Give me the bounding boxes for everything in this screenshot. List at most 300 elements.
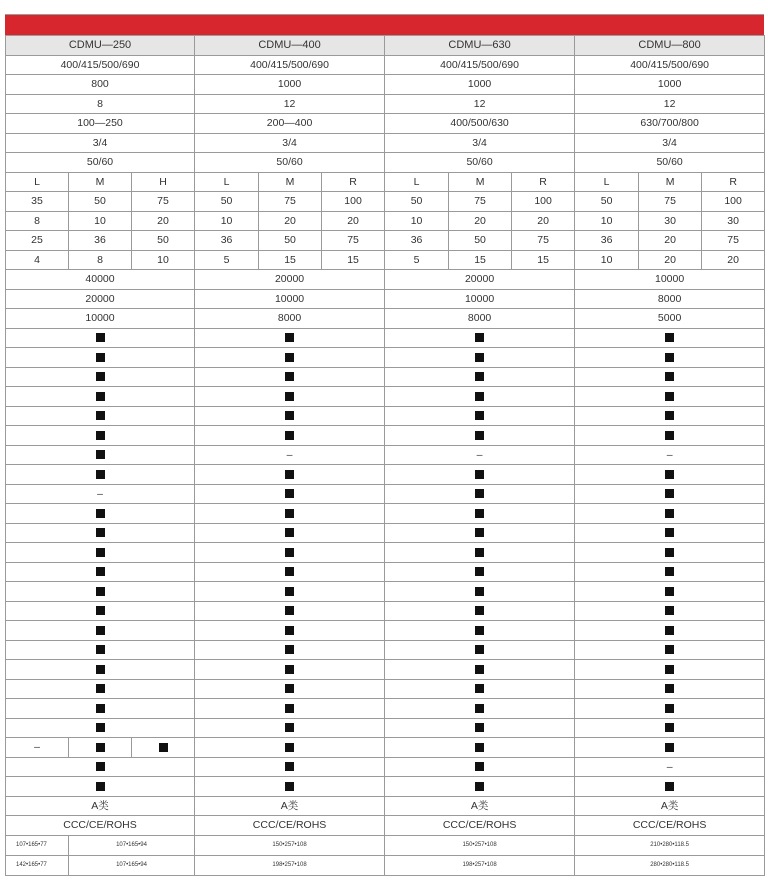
spec-value: 200—400 [195, 114, 385, 134]
feature-mark [6, 621, 195, 641]
filled-square-mark [475, 333, 484, 342]
split-feature-row [6, 738, 765, 758]
life-value: 20000 [385, 270, 575, 290]
feature-mark [195, 562, 385, 582]
feature-mark [575, 718, 765, 738]
filled-square-mark [285, 606, 294, 615]
sub-value-cell: 20 [132, 211, 195, 231]
filled-square-mark [665, 567, 674, 576]
sub-header-cell: R [322, 172, 385, 192]
filled-square-mark [96, 684, 105, 693]
spec-value: 400/415/500/690 [195, 55, 385, 75]
sub-value-cell: 50 [132, 231, 195, 251]
filled-square-mark [285, 645, 294, 654]
split-cell: – [6, 738, 69, 758]
feature-mark [575, 504, 765, 524]
spec-row [6, 114, 765, 134]
spec-value: 100—250 [6, 114, 195, 134]
feature-mark [6, 523, 195, 543]
filled-square-mark [96, 450, 105, 459]
feature-mark [575, 523, 765, 543]
sub-value-cell: 36 [575, 231, 639, 251]
spec-value: 1000 [385, 75, 575, 95]
model-name: CDMU—630 [385, 36, 575, 56]
life-value: 8000 [575, 289, 765, 309]
feature-mark [385, 640, 575, 660]
feature-mark [385, 387, 575, 407]
sub-value-cell: 75 [132, 192, 195, 212]
spec-row [6, 133, 765, 153]
feature-mark [6, 348, 195, 368]
sub-value-cell: 36 [69, 231, 132, 251]
feature-mark [575, 484, 765, 504]
filled-square-mark [96, 723, 105, 732]
feature-mark [6, 387, 195, 407]
sub-value-cell: 100 [512, 192, 575, 212]
certification-row [6, 816, 765, 836]
dimension-row [6, 855, 765, 875]
sub-header-cell: R [512, 172, 575, 192]
feature-mark [195, 504, 385, 524]
feature-row [6, 484, 765, 504]
feature-mark [6, 777, 195, 797]
life-value: 10000 [195, 289, 385, 309]
feature-mark [385, 582, 575, 602]
feature-mark [385, 504, 575, 524]
sub-value-row [6, 192, 765, 212]
certification-value: CCC/CE/ROHS [385, 816, 575, 836]
sub-header-cell: L [575, 172, 639, 192]
filled-square-mark [285, 743, 294, 752]
filled-square-mark [96, 411, 105, 420]
feature-mark [195, 777, 385, 797]
filled-square-mark [665, 392, 674, 401]
certification-value: CCC/CE/ROHS [6, 816, 195, 836]
sub-value-cell: 20 [639, 231, 702, 251]
filled-square-mark [475, 528, 484, 537]
sub-value-cell: 15 [512, 250, 575, 270]
feature-row [6, 348, 765, 368]
feature-mark [195, 484, 385, 504]
feature-mark [195, 718, 385, 738]
model-name: CDMU—800 [575, 36, 765, 56]
sub-value-cell: 8 [6, 211, 69, 231]
filled-square-mark [285, 665, 294, 674]
spec-table [5, 35, 765, 876]
filled-square-mark [475, 392, 484, 401]
feature-mark [385, 328, 575, 348]
feature-mark [6, 445, 195, 465]
filled-square-mark [285, 723, 294, 732]
filled-square-mark [665, 743, 674, 752]
feature-mark [195, 660, 385, 680]
top-rule [5, 0, 764, 15]
feature-mark [575, 543, 765, 563]
filled-square-mark [665, 782, 674, 791]
split-cell [69, 738, 132, 758]
feature-mark [6, 601, 195, 621]
spec-value: 3/4 [575, 133, 765, 153]
filled-square-mark [665, 548, 674, 557]
feature-mark [575, 367, 765, 387]
sub-value-cell: 36 [385, 231, 449, 251]
sub-value-cell: 20 [449, 211, 512, 231]
feature-mark [575, 601, 765, 621]
sub-value-row [6, 231, 765, 251]
filled-square-mark [96, 353, 105, 362]
filled-square-mark [665, 723, 674, 732]
filled-square-mark [665, 665, 674, 674]
feature-row [6, 328, 765, 348]
filled-square-mark [475, 743, 484, 752]
filled-square-mark [665, 411, 674, 420]
filled-square-mark [475, 704, 484, 713]
life-value: 5000 [575, 309, 765, 329]
feature-row [6, 406, 765, 426]
life-value: 40000 [6, 270, 195, 290]
spec-value: 400/415/500/690 [575, 55, 765, 75]
filled-square-mark [285, 470, 294, 479]
feature-mark: – [385, 445, 575, 465]
filled-square-mark [96, 548, 105, 557]
filled-square-mark [475, 684, 484, 693]
sub-value-cell: 20 [702, 250, 765, 270]
filled-square-mark [665, 587, 674, 596]
sub-value-cell: 5 [385, 250, 449, 270]
filled-square-mark [96, 431, 105, 440]
feature-mark: – [195, 445, 385, 465]
filled-square-mark [96, 587, 105, 596]
feature-mark [575, 699, 765, 719]
feature-mark [385, 562, 575, 582]
feature-row [6, 679, 765, 699]
filled-square-mark [285, 431, 294, 440]
spec-value: 12 [195, 94, 385, 114]
sub-header-cell: L [6, 172, 69, 192]
dimension-value: 150•257•108 [195, 835, 385, 855]
feature-mark [385, 738, 575, 758]
sub-header-cell: M [259, 172, 322, 192]
feature-mark: – [575, 757, 765, 777]
feature-mark [575, 562, 765, 582]
feature-row [6, 504, 765, 524]
feature-mark [575, 426, 765, 446]
sub-header-cell: M [639, 172, 702, 192]
feature-mark [6, 504, 195, 524]
dimension-value: 210•280•118.5 [575, 835, 765, 855]
filled-square-mark [96, 626, 105, 635]
dimension-value: 150•257•108 [385, 835, 575, 855]
sub-value-cell: 15 [322, 250, 385, 270]
feature-mark [385, 426, 575, 446]
feature-mark [575, 777, 765, 797]
feature-mark [195, 523, 385, 543]
feature-mark [6, 543, 195, 563]
feature-row [6, 699, 765, 719]
sub-value-cell: 15 [259, 250, 322, 270]
feature-mark [575, 660, 765, 680]
life-value: 8000 [385, 309, 575, 329]
spec-value: 50/60 [195, 153, 385, 173]
life-value: 10000 [385, 289, 575, 309]
spec-value: 630/700/800 [575, 114, 765, 134]
sub-value-cell: 5 [195, 250, 259, 270]
filled-square-mark [96, 567, 105, 576]
filled-square-mark [285, 626, 294, 635]
spec-row [6, 55, 765, 75]
model-name: CDMU—400 [195, 36, 385, 56]
category-row [6, 796, 765, 816]
filled-square-mark [475, 587, 484, 596]
feature-mark [385, 465, 575, 485]
sub-value-cell: 10 [195, 211, 259, 231]
filled-square-mark [285, 509, 294, 518]
feature-mark [6, 426, 195, 446]
certification-value: CCC/CE/ROHS [575, 816, 765, 836]
filled-square-mark [665, 509, 674, 518]
sub-value-cell: 50 [449, 231, 512, 251]
red-header-bar [5, 15, 764, 35]
feature-row [6, 621, 765, 641]
feature-mark [6, 465, 195, 485]
spec-value: 50/60 [575, 153, 765, 173]
feature-row [6, 562, 765, 582]
sub-value-cell: 50 [195, 192, 259, 212]
feature-mark [575, 582, 765, 602]
filled-square-mark [96, 704, 105, 713]
life-row [6, 309, 765, 329]
sub-value-cell: 10 [69, 211, 132, 231]
sub-value-cell: 30 [639, 211, 702, 231]
feature-mark [385, 757, 575, 777]
spec-value: 3/4 [6, 133, 195, 153]
feature-mark [195, 738, 385, 758]
filled-square-mark [96, 372, 105, 381]
filled-square-mark [159, 743, 168, 752]
spec-value: 8 [6, 94, 195, 114]
feature-mark [6, 367, 195, 387]
sub-value-cell: 4 [6, 250, 69, 270]
dimension-value: 107•165•94 [69, 855, 195, 875]
sub-value-row [6, 211, 765, 231]
feature-mark [385, 601, 575, 621]
sub-value-cell: 20 [639, 250, 702, 270]
sub-value-cell: 30 [702, 211, 765, 231]
life-value: 10000 [575, 270, 765, 290]
feature-mark [575, 348, 765, 368]
filled-square-mark [665, 684, 674, 693]
sub-value-cell: 75 [449, 192, 512, 212]
spec-row [6, 94, 765, 114]
spec-value: 12 [575, 94, 765, 114]
dimension-value: 142•165•77 [6, 855, 69, 875]
sub-value-row [6, 250, 765, 270]
category-value: A类 [195, 796, 385, 816]
filled-square-mark [665, 704, 674, 713]
spec-value: 1000 [195, 75, 385, 95]
sub-value-cell: 35 [6, 192, 69, 212]
filled-square-mark [285, 587, 294, 596]
feature-mark [6, 699, 195, 719]
filled-square-mark [96, 528, 105, 537]
filled-square-mark [475, 353, 484, 362]
filled-square-mark [96, 665, 105, 674]
feature-mark [195, 621, 385, 641]
filled-square-mark [475, 411, 484, 420]
feature-mark [195, 640, 385, 660]
filled-square-mark [285, 548, 294, 557]
sub-header-cell: R [702, 172, 765, 192]
sub-header-row [6, 172, 765, 192]
filled-square-mark [665, 645, 674, 654]
filled-square-mark [96, 392, 105, 401]
sub-header-cell: L [195, 172, 259, 192]
feature-mark [195, 367, 385, 387]
feature-mark [575, 679, 765, 699]
feature-mark [575, 328, 765, 348]
feature-row [6, 523, 765, 543]
feature-mark [385, 660, 575, 680]
feature-row [6, 426, 765, 446]
sub-value-cell: 50 [69, 192, 132, 212]
spec-row [6, 75, 765, 95]
spec-value: 400/500/630 [385, 114, 575, 134]
model-name: CDMU—250 [6, 36, 195, 56]
life-value: 20000 [6, 289, 195, 309]
dimension-value: 198•257•108 [385, 855, 575, 875]
feature-mark [195, 406, 385, 426]
feature-mark [385, 699, 575, 719]
spec-table-body [6, 36, 765, 876]
dimension-value: 198•257•108 [195, 855, 385, 875]
feature-mark [6, 718, 195, 738]
filled-square-mark [96, 509, 105, 518]
feature-mark [6, 757, 195, 777]
sub-value-cell: 75 [322, 231, 385, 251]
feature-mark [195, 348, 385, 368]
feature-mark [385, 406, 575, 426]
sub-header-cell: L [385, 172, 449, 192]
dimension-row [6, 835, 765, 855]
filled-square-mark [475, 645, 484, 654]
filled-square-mark [285, 411, 294, 420]
split-cell [132, 738, 195, 758]
spec-value: 1000 [575, 75, 765, 95]
sub-value-cell: 20 [512, 211, 575, 231]
sub-value-cell: 75 [259, 192, 322, 212]
feature-mark [195, 328, 385, 348]
feature-mark [6, 679, 195, 699]
filled-square-mark [475, 470, 484, 479]
feature-row [6, 777, 765, 797]
feature-row [6, 660, 765, 680]
filled-square-mark [475, 489, 484, 498]
filled-square-mark [96, 470, 105, 479]
sub-value-cell: 100 [702, 192, 765, 212]
sub-value-cell: 50 [575, 192, 639, 212]
feature-mark [385, 348, 575, 368]
feature-mark [575, 640, 765, 660]
filled-square-mark [475, 782, 484, 791]
dimension-value: 107•165•77 [6, 835, 69, 855]
feature-mark [6, 562, 195, 582]
filled-square-mark [285, 704, 294, 713]
category-value: A类 [575, 796, 765, 816]
sub-value-cell: 10 [132, 250, 195, 270]
filled-square-mark [285, 684, 294, 693]
feature-mark [385, 718, 575, 738]
filled-square-mark [665, 489, 674, 498]
sub-value-cell: 8 [69, 250, 132, 270]
filled-square-mark [96, 782, 105, 791]
filled-square-mark [475, 665, 484, 674]
filled-square-mark [96, 762, 105, 771]
filled-square-mark [285, 528, 294, 537]
spec-row [6, 153, 765, 173]
sub-value-cell: 36 [195, 231, 259, 251]
feature-mark [575, 621, 765, 641]
feature-mark [195, 699, 385, 719]
filled-square-mark [96, 743, 105, 752]
feature-row [6, 543, 765, 563]
filled-square-mark [475, 372, 484, 381]
certification-value: CCC/CE/ROHS [195, 816, 385, 836]
filled-square-mark [285, 353, 294, 362]
sub-value-cell: 20 [322, 211, 385, 231]
feature-mark [385, 621, 575, 641]
filled-square-mark [285, 489, 294, 498]
filled-square-mark [475, 606, 484, 615]
feature-mark [195, 543, 385, 563]
feature-mark [6, 640, 195, 660]
feature-mark [195, 426, 385, 446]
feature-row [6, 718, 765, 738]
sub-value-cell: 50 [259, 231, 322, 251]
filled-square-mark [665, 353, 674, 362]
filled-square-mark [665, 528, 674, 537]
feature-mark [6, 582, 195, 602]
category-value: A类 [385, 796, 575, 816]
sub-value-cell: 75 [639, 192, 702, 212]
feature-mark [385, 543, 575, 563]
sub-value-cell: 100 [322, 192, 385, 212]
feature-mark [6, 328, 195, 348]
sub-value-cell: 15 [449, 250, 512, 270]
feature-mark [575, 738, 765, 758]
feature-mark [195, 679, 385, 699]
life-value: 20000 [195, 270, 385, 290]
spec-value: 12 [385, 94, 575, 114]
feature-row [6, 601, 765, 621]
filled-square-mark [475, 567, 484, 576]
sub-header-cell: M [449, 172, 512, 192]
feature-row [6, 445, 765, 465]
filled-square-mark [665, 431, 674, 440]
filled-square-mark [475, 626, 484, 635]
feature-mark [6, 660, 195, 680]
feature-row [6, 387, 765, 407]
sub-header-cell: H [132, 172, 195, 192]
filled-square-mark [285, 762, 294, 771]
feature-mark [195, 465, 385, 485]
filled-square-mark [475, 431, 484, 440]
sub-value-cell: 25 [6, 231, 69, 251]
feature-mark [575, 387, 765, 407]
feature-mark [385, 367, 575, 387]
spec-value: 3/4 [195, 133, 385, 153]
feature-mark: – [6, 484, 195, 504]
filled-square-mark [475, 723, 484, 732]
